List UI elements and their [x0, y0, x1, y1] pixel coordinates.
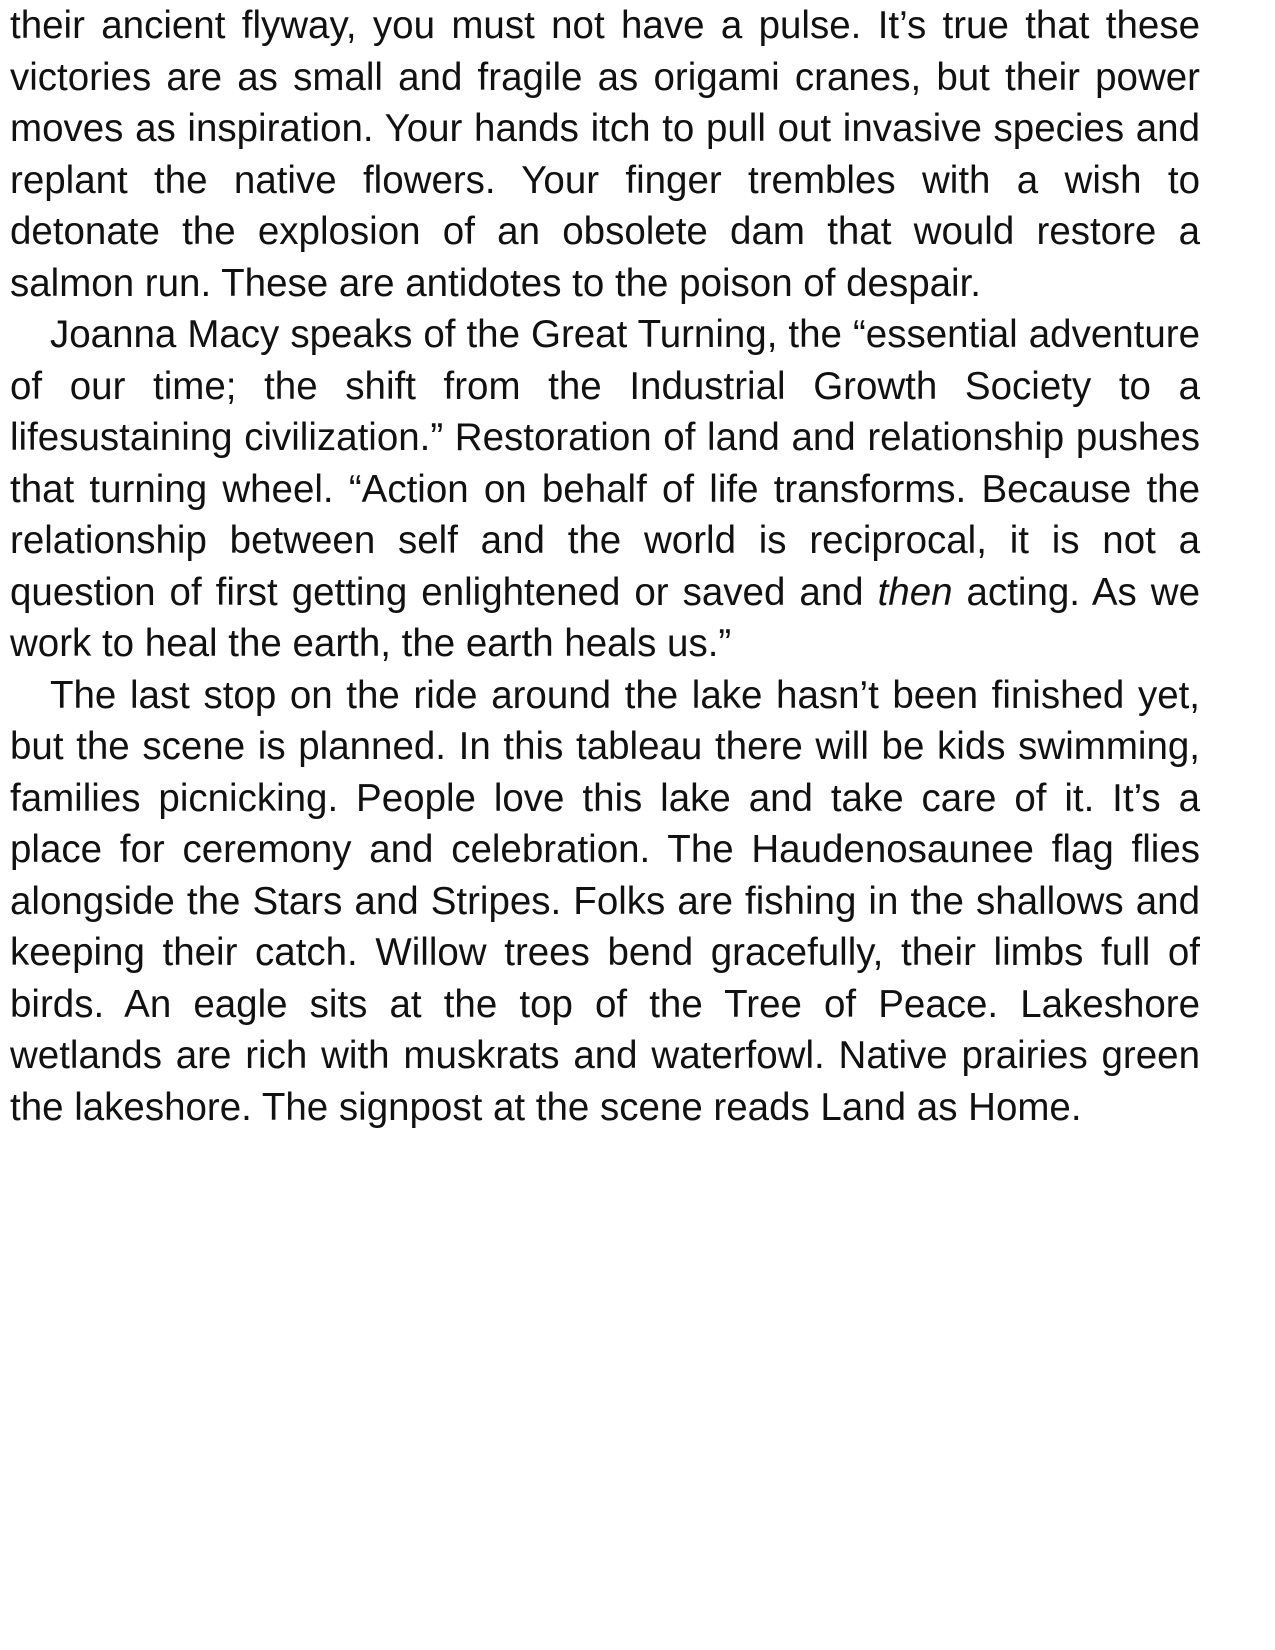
- document-page: [10, 0, 1200, 1133]
- paragraph-text: Joanna Macy speaks of the Great Turning, the “essential adventure of our time; the shift from the Industrial Growth Society to a lifesustaining civilization.” Restoration of land and relationship pushes that turning wheel. “Action on behalf of life transforms. Because the relationship between self and the world is reciprocal, it is not a question of first getting enlightened or saved and: [10, 313, 1200, 614]
- paragraph-flyway: their ancient flyway, you must not have a pulse. It’s true that these victories are as small and fragile as origami cranes, but their power moves as inspiration. Your hands itch to pull out invasive species and replant the native flowers. Your finger trembles with a wish to detonate the explosion of an obsolete dam that would restore a salmon run. These are antidotes to the poison of despair.: [10, 4, 1200, 305]
- paragraph-text: acting. As we work to heal the earth, the earth heals us.”: [10, 570, 1201, 665]
- italic-emphasis: then: [877, 570, 953, 614]
- paragraph-last-stop: The last stop on the ride around the lake hasn’t been finished yet, but the scene is planned. In this tableau there will be kids swimming, families picnicking. People love this lake and take care of it. It’s a place for ceremony and celebration. The Haudenosaunee flag flies alongside the Stars and Stripes. Folks are fishing in the shallows and keeping their catch. Willow trees bend gracefully, their limbs full of birds. An eagle sits at the top of the Tree of Peace. Lakeshore wetlands are rich with muskrats and waterfowl. Native prairies green the lakeshore. The signpost at the scene reads Land as Home.: [10, 673, 1200, 1129]
- paragraph-great-turning: [10, 309, 1200, 670]
